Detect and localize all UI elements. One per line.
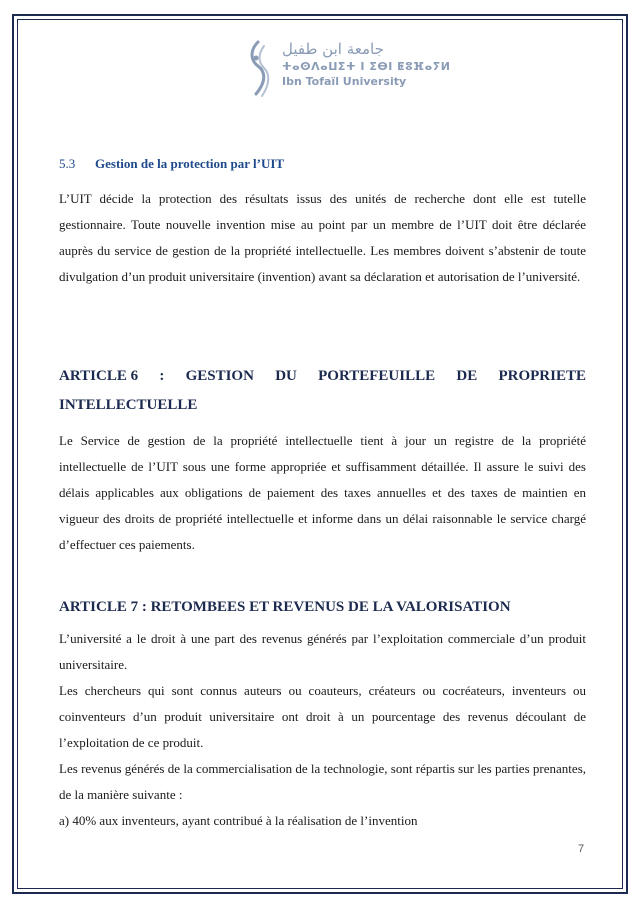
- university-logo: [244, 38, 451, 98]
- logo-emblem-icon: [244, 38, 278, 100]
- article-6-word: GESTION: [185, 368, 254, 384]
- article-6-heading: [59, 362, 586, 420]
- article-7-paragraph-2: Les chercheurs qui sont connus auteurs ou coauteurs, créateurs ou cocréateurs, inventeurs ou coinventeurs d’un produit universitaire ont droit à un pourcentage des revenus découlant de l’exploitation de ce produit.: [59, 683, 586, 750]
- article-6-word: :: [159, 368, 165, 384]
- article-6-word: ARTICLE 6: [59, 368, 139, 384]
- section-heading: [59, 156, 284, 172]
- section-title: Gestion de la protection par l’UIT: [95, 156, 285, 171]
- section-number: 5.3: [59, 156, 76, 171]
- logo-arabic-text: جامعة ابن طفيل: [282, 40, 384, 58]
- logo-english-text: Ibn Tofaïl University: [282, 75, 407, 88]
- article-6-word: PORTEFEUILLE: [318, 368, 436, 384]
- article-6-word: DE: [456, 368, 478, 384]
- logo-tifinagh-text: ⵜⴰⵙⴷⴰⵡⵉⵜ ⵏ ⵉⴱⵏ ⵟⵓⴼⴰⵢⵍ: [282, 60, 451, 73]
- article-6-word: PROPRIETE: [498, 368, 586, 384]
- article-7-paragraph-1: L’université a le droit à une part des revenus générés par l’exploitation commerciale d’un produit universitaire.: [59, 631, 586, 672]
- article-6-heading-line2: INTELLECTUELLE: [59, 397, 198, 413]
- article-6-paragraph: Le Service de gestion de la propriété intellectuelle tient à jour un registre de la propriété intellectuelle de l’UIT sous une forme appropriée et suffisamment détaillée. Il assure le suivi des délais applicables aux obligations de paiement des taxes annuelles et des taxes de maintien en vigueur des droits de propriété intellectuelle et informe dans un délai raisonnable le service chargé d’effectuer ces paiements.: [59, 433, 586, 552]
- section-paragraph: L’UIT décide la protection des résultats issus des unités de recherche dont elle est tutelle gestionnaire. Toute nouvelle invention mise au point par un membre de l’UIT doit être déclarée auprès du service de gestion de la propriété intellectuelle. Les membres doivent s’abstenir de toute divulgation d’un produit universitaire (invention) avant sa déclaration et autorisation de l’université.: [59, 191, 586, 284]
- article-7-paragraph-3: Les revenus générés de la commercialisation de la technologie, sont répartis sur les parties prenantes, de la manière suivante :: [59, 761, 586, 802]
- article-7-heading: ARTICLE 7 : RETOMBEES ET REVENUS DE LA VALORISATION: [59, 599, 511, 615]
- article-7-paragraph-4: a) 40% aux inventeurs, ayant contribué à la réalisation de l’invention: [59, 813, 418, 828]
- page-number: 7: [578, 843, 585, 855]
- article-6-word: DU: [275, 368, 297, 384]
